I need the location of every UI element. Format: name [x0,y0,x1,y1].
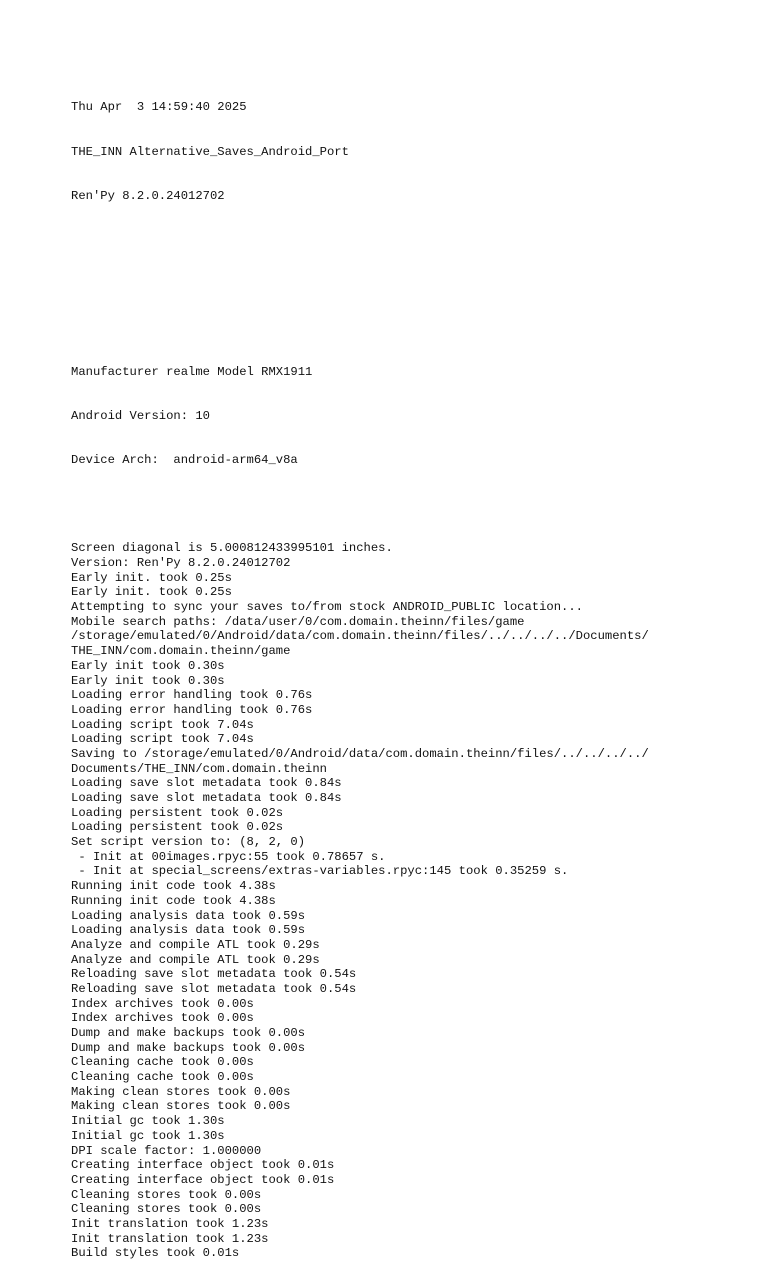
log-line: Loading persistent took 0.02s [71,820,284,835]
log-line: Loading script took 7.04s [71,717,254,732]
log-line: Creating interface object took 0.01s [71,1158,335,1173]
log-line: DPI scale factor: 1.000000 [71,1143,262,1158]
log-line: Running init code took 4.38s [71,879,276,894]
log-line: Documents/THE_INN/com.domain.theinn [71,761,327,776]
log-app-name: THE_INN Alternative_Saves_Android_Port [71,144,349,159]
log-line: Analyze and compile ATL took 0.29s [71,952,320,967]
device-android-version: Android Version: 10 [71,409,210,424]
log-line: Creating interface object took 0.01s [71,1172,335,1187]
log-line: Init translation took 1.23s [71,1231,269,1246]
log-lines [71,541,751,1261]
blank-line [71,233,751,248]
log-line: Loading analysis data took 0.59s [71,923,306,938]
log-line: Running init code took 4.38s [71,893,276,908]
log-line: Dump and make backups took 0.00s [71,1040,306,1055]
log-line: Early init took 0.30s [71,658,225,673]
log-line: Loading save slot metadata took 0.84s [71,791,342,806]
log-line: Making clean stores took 0.00s [71,1099,291,1114]
log-line: Build styles took 0.01s [71,1246,240,1261]
log-line: Dump and make backups took 0.00s [71,1026,306,1041]
log-line: Cleaning cache took 0.00s [71,1055,254,1070]
log-line: Loading error handling took 0.76s [71,702,313,717]
log-document [71,71,751,1276]
log-line: Init translation took 1.23s [71,1216,269,1231]
log-line: Loading save slot metadata took 0.84s [71,776,342,791]
device-manufacturer-model: Manufacturer realme Model RMX1911 [71,364,313,379]
log-line: Early init. took 0.25s [71,570,232,585]
log-line: Initial gc took 1.30s [71,1114,225,1129]
blank-line [71,321,751,336]
log-line: Loading error handling took 0.76s [71,688,313,703]
log-line: Early init. took 0.25s [71,585,232,600]
log-line: Index archives took 0.00s [71,996,254,1011]
log-line: - Init at special_screens/extras-variables.rpyc:145 took 0.35259 s. [71,864,569,879]
log-line: Set script version to: (8, 2, 0) [71,835,306,850]
log-engine-version: Ren'Py 8.2.0.24012702 [71,188,225,203]
log-line: Mobile search paths: /data/user/0/com.domain.theinn/files/game [71,614,525,629]
log-line: Index archives took 0.00s [71,1011,254,1026]
log-line: Cleaning stores took 0.00s [71,1202,262,1217]
log-line: Cleaning cache took 0.00s [71,1070,254,1085]
log-line: Early init took 0.30s [71,673,225,688]
log-line: THE_INN/com.domain.theinn/game [71,644,291,659]
log-line: Version: Ren'Py 8.2.0.24012702 [71,556,291,571]
log-line: Reloading save slot metadata took 0.54s [71,967,357,982]
blank-line [71,277,751,292]
log-timestamp: Thu Apr 3 14:59:40 2025 [71,100,247,115]
log-line: Saving to /storage/emulated/0/Android/data/com.domain.theinn/files/../../../../ [71,746,649,761]
log-line: Loading persistent took 0.02s [71,805,284,820]
blank-line [71,497,751,512]
log-line: Analyze and compile ATL took 0.29s [71,937,320,952]
log-line: Reloading save slot metadata took 0.54s [71,981,357,996]
log-line: Attempting to sync your saves to/from stock ANDROID_PUBLIC location... [71,600,583,615]
device-arch: Device Arch: android-arm64_v8a [71,453,298,468]
log-line: Screen diagonal is 5.000812433995101 inches. [71,541,393,556]
log-line: Loading analysis data took 0.59s [71,908,306,923]
log-line: Initial gc took 1.30s [71,1128,225,1143]
log-line: Loading script took 7.04s [71,732,254,747]
log-line: Cleaning stores took 0.00s [71,1187,262,1202]
log-line: /storage/emulated/0/Android/data/com.domain.theinn/files/../../../../Documents/ [71,629,649,644]
log-line: - Init at 00images.rpyc:55 took 0.78657 s. [71,849,386,864]
log-line: Making clean stores took 0.00s [71,1084,291,1099]
